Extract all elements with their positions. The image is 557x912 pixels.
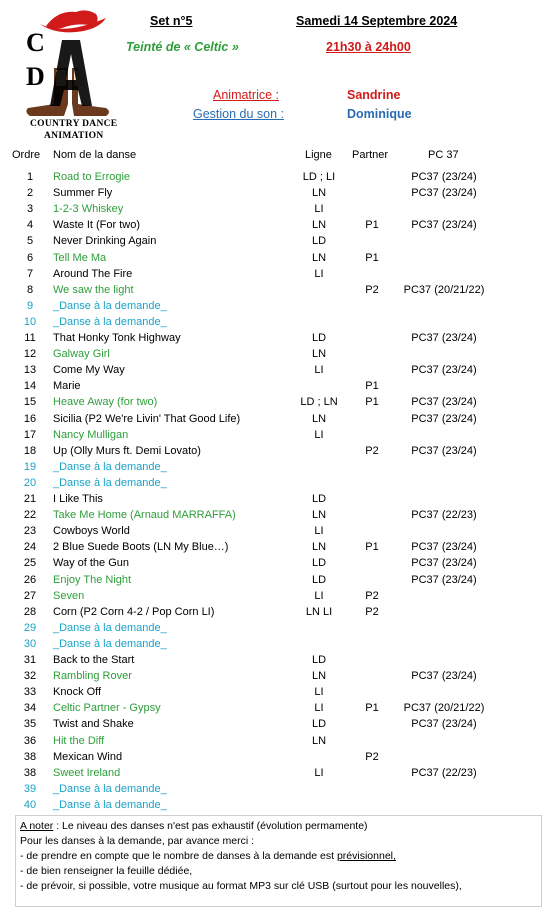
dance-number: 7 [26,267,34,280]
dance-name: Twist and Shake [53,718,134,731]
dance-name: _Danse à la demande_ [53,315,167,328]
dance-row [0,235,557,251]
dance-row [0,541,557,557]
dance-row [0,622,557,638]
dance-partner: P2 [365,605,379,618]
country-dance-logo [18,6,126,146]
dance-name: 1-2-3 Whiskey [53,203,124,216]
dance-name: _Danse à la demande_ [53,299,167,312]
col-header-pc37: PC 37 [428,149,459,161]
dance-name: Summer Fly [53,187,113,200]
dance-number: 30 [23,637,37,650]
dance-number: 20 [23,476,37,489]
note-label: A noter [20,820,54,832]
dance-row [0,493,557,509]
dance-ligne: LN [311,670,327,683]
dance-ligne: LI [314,702,324,715]
dance-row [0,284,557,300]
dance-row [0,171,557,187]
dance-pc37: PC37 (23/24) [411,412,477,425]
dance-ligne: LN [311,348,327,361]
dance-name: _Danse à la demande_ [53,798,167,811]
dance-ligne: LN [311,219,327,232]
note-line-4: - de bien renseigner la feuille dédiée, [20,865,193,877]
logo-letter-c: C [26,28,45,57]
dance-partner: P1 [365,702,379,715]
dance-row [0,380,557,396]
dance-number: 39 [23,782,37,795]
dance-row [0,429,557,445]
dance-name: _Danse à la demande_ [53,782,167,795]
dance-ligne: LN [311,251,327,264]
dance-number: 34 [23,702,37,715]
dance-row [0,702,557,718]
dance-number: 18 [23,444,37,457]
dance-ligne: LD [311,654,327,666]
dance-name: _Danse à la demande_ [53,637,167,650]
dance-partner: P1 [365,541,379,554]
dance-name: Nancy Mulligan [53,428,129,441]
dance-number: 25 [23,557,37,570]
dance-row [0,590,557,606]
event-theme: Teinté de « Celtic » [126,40,239,54]
dance-number: 9 [26,299,34,312]
dance-number: 35 [23,718,37,731]
dance-name: Marie [53,380,81,393]
dance-name: Cowboys World [53,525,130,538]
dance-number: 2 [26,187,34,200]
note-line-3: - de prendre en compte que le nombre de danses à la demande est prévisionnel, [20,850,396,862]
dance-name: Knock Off [53,686,102,699]
note-box [15,815,542,907]
dance-name: We saw the light [53,283,134,296]
dance-pc37: PC37 (22/23) [411,509,477,522]
dance-row [0,783,557,799]
logo-letter-d: D [26,62,45,91]
animatrice-label: Animatrice : [213,88,279,102]
event-time: 21h30 à 24h00 [326,40,411,54]
dance-number: 40 [23,798,37,811]
dance-ligne: LI [314,766,324,779]
dance-row [0,187,557,203]
dance-row [0,461,557,477]
dance-name: Rambling Rover [53,670,132,683]
dance-pc37: PC37 (20/21/22) [403,283,485,296]
dance-row [0,767,557,783]
dance-name: Up (Olly Murs ft. Demi Lovato) [53,444,201,457]
dance-partner: P2 [365,589,379,602]
dance-number: 10 [23,315,37,328]
dance-row [0,219,557,235]
dance-partner: P1 [365,251,379,264]
dance-ligne: LD [311,332,327,344]
dance-ligne: LI [314,589,324,602]
dance-pc37: PC37 (23/24) [411,541,477,554]
dance-pc37: PC37 (23/24) [411,187,477,200]
dance-name: 2 Blue Suede Boots (LN My Blue…) [53,541,229,554]
logo-text-line2: ANIMATION [44,131,104,141]
dance-number: 26 [23,573,37,586]
dance-row [0,751,557,767]
dance-row [0,574,557,590]
dance-pc37: PC37 (23/24) [411,364,477,377]
dance-ligne: LI [314,267,324,280]
dance-number: 32 [23,670,37,683]
dance-number: 15 [23,396,37,409]
dance-number: 23 [23,525,37,538]
dance-number: 14 [23,380,37,393]
dance-row [0,268,557,284]
dance-row [0,670,557,686]
dance-number: 13 [23,364,37,377]
dance-number: 22 [23,509,37,522]
dance-partner: P2 [365,283,379,296]
dance-pc37: PC37 (23/24) [411,557,477,570]
dance-number: 19 [23,460,37,473]
note-line-1: A noter : Le niveau des danses n'est pas exhaustif (évolution permamente) [20,820,368,832]
dance-number: 38 [23,750,37,763]
dance-pc37: PC37 (23/24) [411,171,477,183]
son-name: Dominique [347,107,412,121]
dance-name: Hit the Diff [53,734,105,747]
col-header-nom: Nom de la danse [53,149,137,161]
dance-number: 4 [26,219,34,232]
dance-partner: P2 [365,750,379,763]
dance-name: Celtic Partner - Gypsy [53,702,161,715]
dance-partner: P1 [365,380,379,393]
dance-row [0,686,557,702]
dance-ligne: LN [311,187,327,200]
dance-number: 27 [23,589,37,602]
dance-row [0,525,557,541]
dance-pc37: PC37 (23/24) [411,219,477,232]
dance-row [0,203,557,219]
dance-number: 12 [23,348,37,361]
dance-row [0,316,557,332]
dance-number: 28 [23,605,37,618]
dance-row [0,557,557,573]
col-header-ordre: Ordre [12,149,41,161]
dance-ligne: LD [311,235,327,248]
dance-name: I Like This [53,493,103,505]
dance-row [0,606,557,622]
dance-number: 16 [23,412,37,425]
dance-name: Mexican Wind [53,750,123,763]
dance-pc37: PC37 (23/24) [411,573,477,586]
dance-row [0,413,557,429]
dance-name: _Danse à la demande_ [53,476,167,489]
dance-row [0,445,557,461]
dance-name: Galway Girl [53,348,110,361]
dance-ligne: LD ; LI [302,171,336,183]
dance-name: Come My Way [53,364,125,377]
dance-ligne: LD [311,557,327,570]
son-label: Gestion du son : [193,107,285,121]
dance-pc37: PC37 (23/24) [411,396,477,409]
col-header-partner: Partner [352,149,389,161]
dance-pc37: PC37 (23/24) [411,670,477,683]
dance-number: 21 [23,493,37,505]
dance-row [0,735,557,751]
dance-row [0,396,557,412]
dance-name: Back to the Start [53,654,135,666]
dance-number: 5 [26,235,34,248]
dance-name: Way of the Gun [53,557,130,570]
note-line-5: - de prévoir, si possible, votre musique au format MP3 sur clé USB (surtout pour les nouvelles), [20,880,462,892]
dance-row [0,364,557,380]
dance-name: Tell Me Ma [53,251,107,264]
dance-name: That Honky Tonk Highway [53,332,181,344]
dance-ligne: LD ; LN [300,396,338,409]
dance-number: 24 [23,541,37,554]
dance-name: Heave Away (for two) [53,396,158,409]
dance-number: 11 [24,332,36,344]
dance-ligne: LN [311,412,327,425]
dance-name: Around The Fire [53,267,133,280]
dance-number: 31 [23,654,37,666]
dance-row [0,348,557,364]
dance-name: _Danse à la demande_ [53,460,167,473]
dance-number: 6 [26,251,34,264]
note-line-2: Pour les danses à la demande, par avance merci : [20,835,255,847]
dance-ligne: LD [311,718,327,731]
dance-ligne: LN [311,541,327,554]
dance-number: 36 [23,734,37,747]
dance-ligne: LI [314,525,324,538]
dance-number: 1 [26,171,34,183]
dance-name: Never Drinking Again [53,235,157,248]
dance-partner: P1 [365,396,379,409]
dance-name: Waste It (For two) [53,219,140,232]
dance-ligne: LN [311,734,327,747]
dance-ligne: LI [314,203,324,216]
dance-row [0,252,557,268]
dance-row [0,332,557,348]
event-date: Samedi 14 Septembre 2024 [296,14,458,28]
dance-ligne: LI [314,686,324,699]
dance-ligne: LI [314,428,324,441]
dance-name: Sweet Ireland [53,766,121,779]
dance-row [0,477,557,493]
dance-row [0,654,557,670]
dance-number: 8 [26,283,34,296]
dance-ligne: LN [311,509,327,522]
dance-pc37: PC37 (23/24) [411,444,477,457]
dance-ligne: LN LI [305,605,333,618]
dance-partner: P1 [365,219,379,232]
dance-row [0,718,557,734]
animatrice-name: Sandrine [347,88,401,102]
dance-number: 29 [23,621,37,634]
dance-number: 3 [26,203,34,216]
dance-ligne: LD [311,493,327,505]
set-number: Set n°5 [150,14,193,28]
dance-pc37: PC37 (22/23) [411,766,477,779]
col-header-ligne: Ligne [305,149,332,161]
dance-name: Sicilia (P2 We're Livin' That Good Life) [53,412,241,425]
dance-name: Enjoy The Night [53,573,132,586]
dance-row [0,300,557,316]
dance-pc37: PC37 (23/24) [411,332,477,344]
dance-row [0,638,557,654]
dance-name: Corn (P2 Corn 4-2 / Pop Corn LI) [53,605,215,618]
dance-ligne: LI [314,364,324,377]
dance-ligne: LD [311,573,327,586]
dance-name: Road to Errogie [53,171,131,183]
dance-name: _Danse à la demande_ [53,621,167,634]
logo-text-line1: COUNTRY DANCE [30,119,118,129]
dance-number: 17 [23,428,37,441]
dance-pc37: PC37 (20/21/22) [403,702,485,715]
dance-name: Take Me Home (Arnaud MARRAFFA) [53,509,236,522]
dance-number: 33 [23,686,37,699]
dance-name: Seven [53,589,85,602]
dance-partner: P2 [365,444,379,457]
dance-row [0,509,557,525]
dance-row [0,799,557,815]
dance-pc37: PC37 (23/24) [411,718,477,731]
dance-number: 38 [23,766,37,779]
